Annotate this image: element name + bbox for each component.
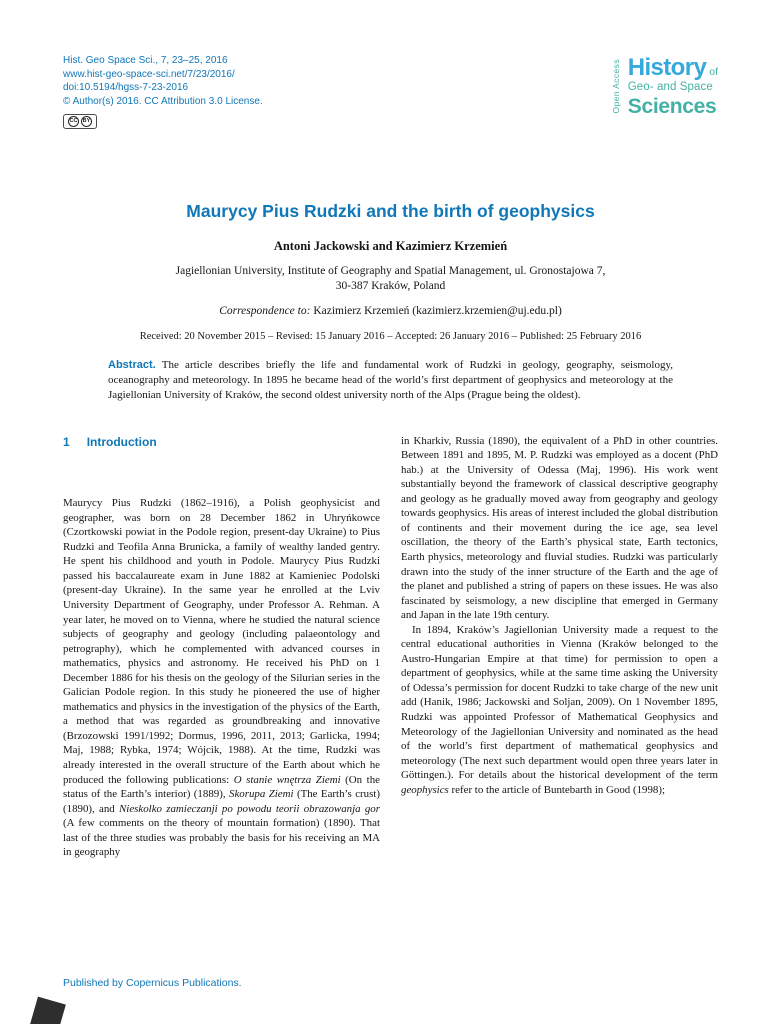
correspondence-text: Kazimierz Krzemień (kazimierz.krzemien@uj.edu.pl) [310,305,562,317]
logo-of: of [709,66,718,78]
dates-line: Received: 20 November 2015 – Revised: 15 January 2016 – Accepted: 26 January 2016 – Published: 25 February 2016 [139,331,642,342]
italic-work-title: Skorupa Ziemi [229,788,294,801]
ref-line-citation: Hist. Geo Space Sci., 7, 23–25, 2016 [63,55,228,66]
by-icon: BY [81,116,92,127]
ref-line-url[interactable]: www.hist-geo-space-sci.net/7/23/2016/ [63,68,235,80]
authors-line: Antoni Jackowski and Kazimierz Krzemień [273,239,508,253]
section-title: Introduction [86,434,157,449]
intro-paragraph-right-1 [401,434,718,623]
journal-logo-text [628,56,718,117]
logo-sciences: Sciences [627,94,717,118]
text-run: Maurycy Pius Rudzki (1862–1916), a Polish geophysicist and geographer, was born on 28 December 1862 in Uhryńkowce (Czortkowski powiat in the Podole region, present-day Ukraine) to Pius Rudzki and Teofila Anna Brunicka, a family of wealthy landed gentry. He spent his childhood and youth in Podole. Maurycy Pius Rudzki passed his baccalaureate exam in June 1882 at Kamieniec Podolski (present-day Ukraine). In the same year he enrolled at the Lviv University Department of Geography, under Professor A. Rehman. A year later, he moved on to Vienna, where he studied the natural science subjects of geography and geology (including palaeontology and petrography), which he complemented with advanced courses in mathematics, physics and astronomy. He received his PhD on 1 December 1886 for his thesis on the geology of the Silurian series in the Galician Podole region. In this study he pioneered the use of higher mathematics and physics in the investigation of the physics of the Earth, a method that was regarded as groundbreaking and innovative (Brzozowski 1991/1992; Dormus, 1996, 2011, 2013; Garlicka, 1994; Maj, 1988; Rybka, 1974; Wójcik, 1988). At the time, Rudzki was already interested in the overall structure of the Earth about which he produced the following publications: [63,497,380,786]
open-access-label: Open Access [610,59,621,114]
cc-icon: CC [68,116,79,127]
text-run: refer to the article of Buntebarth in Good (1998); [448,783,666,796]
column-left [63,434,380,860]
abstract [108,358,673,404]
column-right [401,434,718,860]
affiliation-line-2: 30-387 Kraków, Poland [335,280,446,292]
scan-artifact-corner-mark [29,997,66,1024]
italic-term: geophysics [401,783,449,796]
text-run: (The Earth’s crust) (1890), and [63,788,380,815]
text-run: in Kharkiv, Russia (1890), the equivalent of a PhD in other countries. Between 1891 and 1895, M. P. Rudzki was employed as a docent (PhD hab.) at the University of Odessa (Maj, 1996). His work went substantially beyond the framework of classical descriptive geography and geology as he gradually moved away from geography and geology towards geophysics. His areas of interest included the global distribution of continents and their movement during the ice age, sea level oscillation, the theory of the Earth’s physical state, Earth tectonics, Earth physics, meteorology and fluvial studies. Rudzki was particularly drawn into the study of the inner structure of the Earth and the age of the planet and published a string of papers on these issues. He was also fascinated by seismology, a new discipline that emerged in Germany and Japan in the late 19th century. [401,434,718,622]
section-number: 1 [63,434,70,449]
page-header [0,0,781,129]
section-heading-introduction [63,435,380,450]
affiliation-block [0,264,781,294]
abstract-text: The article describes briefly the life and fundamental work of Rudzki in geology, geography, seismology, oceanography and meteorology. In 1895 he became head of the world’s first department of geophysics and meteorology at the Jagiellonian University of Kraków, the second oldest university north of the Alps (Prague being the oldest). [108,359,673,402]
correspondence-label: Correspondence to: [219,305,311,317]
italic-work-title: Nieskolko zamieczanji po powodu teorii obrazowanja gor [119,802,380,815]
text-run: (A few comments on the theory of mountain formation) (1890). That last of the three studies was probably the basis for his receiving an MA in geography [63,817,380,859]
correspondence-line [0,305,781,317]
text-run: In 1894, Kraków’s Jagiellonian University made a request to the central educational authorities in Vienna (Kraków belonged to the Austro-Hungarian Empire at that time) for permission to open a department of geophysics, while at the same time asking the University of Odessa’s permission for docent Rudzki to take charge of the new unit add (Hanik, 1986; Jackowski and Soljan, 2009). On 1 November 1895, Rudzki was appointed Professor of Mathematical Geophysics and Meteorology of the Jagiellonian University and nominated as the head of the world’s first department of mathematical geophysics and meteorology (The next such department would open three years later in Göttingen.). For details about the historical development of the term [401,623,718,782]
text-run: (On the status of the Earth’s interior) (1889), [63,773,380,801]
ref-line-doi[interactable]: doi:10.5194/hgss-7-23-2016 [63,82,189,93]
journal-ref-block [63,54,263,129]
body-columns [63,434,718,860]
article-title: Maurycy Pius Rudzki and the birth of geophysics [186,201,595,221]
logo-geo-and-space: Geo- and Space [627,81,713,93]
ref-line-license: © Author(s) 2016. CC Attribution 3.0 License. [63,95,263,107]
intro-paragraph-right-2 [401,623,718,798]
cc-by-badge[interactable] [63,114,97,129]
intro-paragraph-left [63,496,380,860]
affiliation-line-1: Jagiellonian University, Institute of Geography and Spatial Management, ul. Gronostajowa 7, [175,265,606,277]
publisher-footer: Published by Copernicus Publications. [63,977,242,989]
journal-logo [611,56,718,117]
logo-line-1 [628,56,718,80]
italic-work-title: O stanie wnętrza Ziemi [233,773,341,786]
logo-history: History [627,54,707,81]
abstract-label: Abstract. [108,359,156,371]
